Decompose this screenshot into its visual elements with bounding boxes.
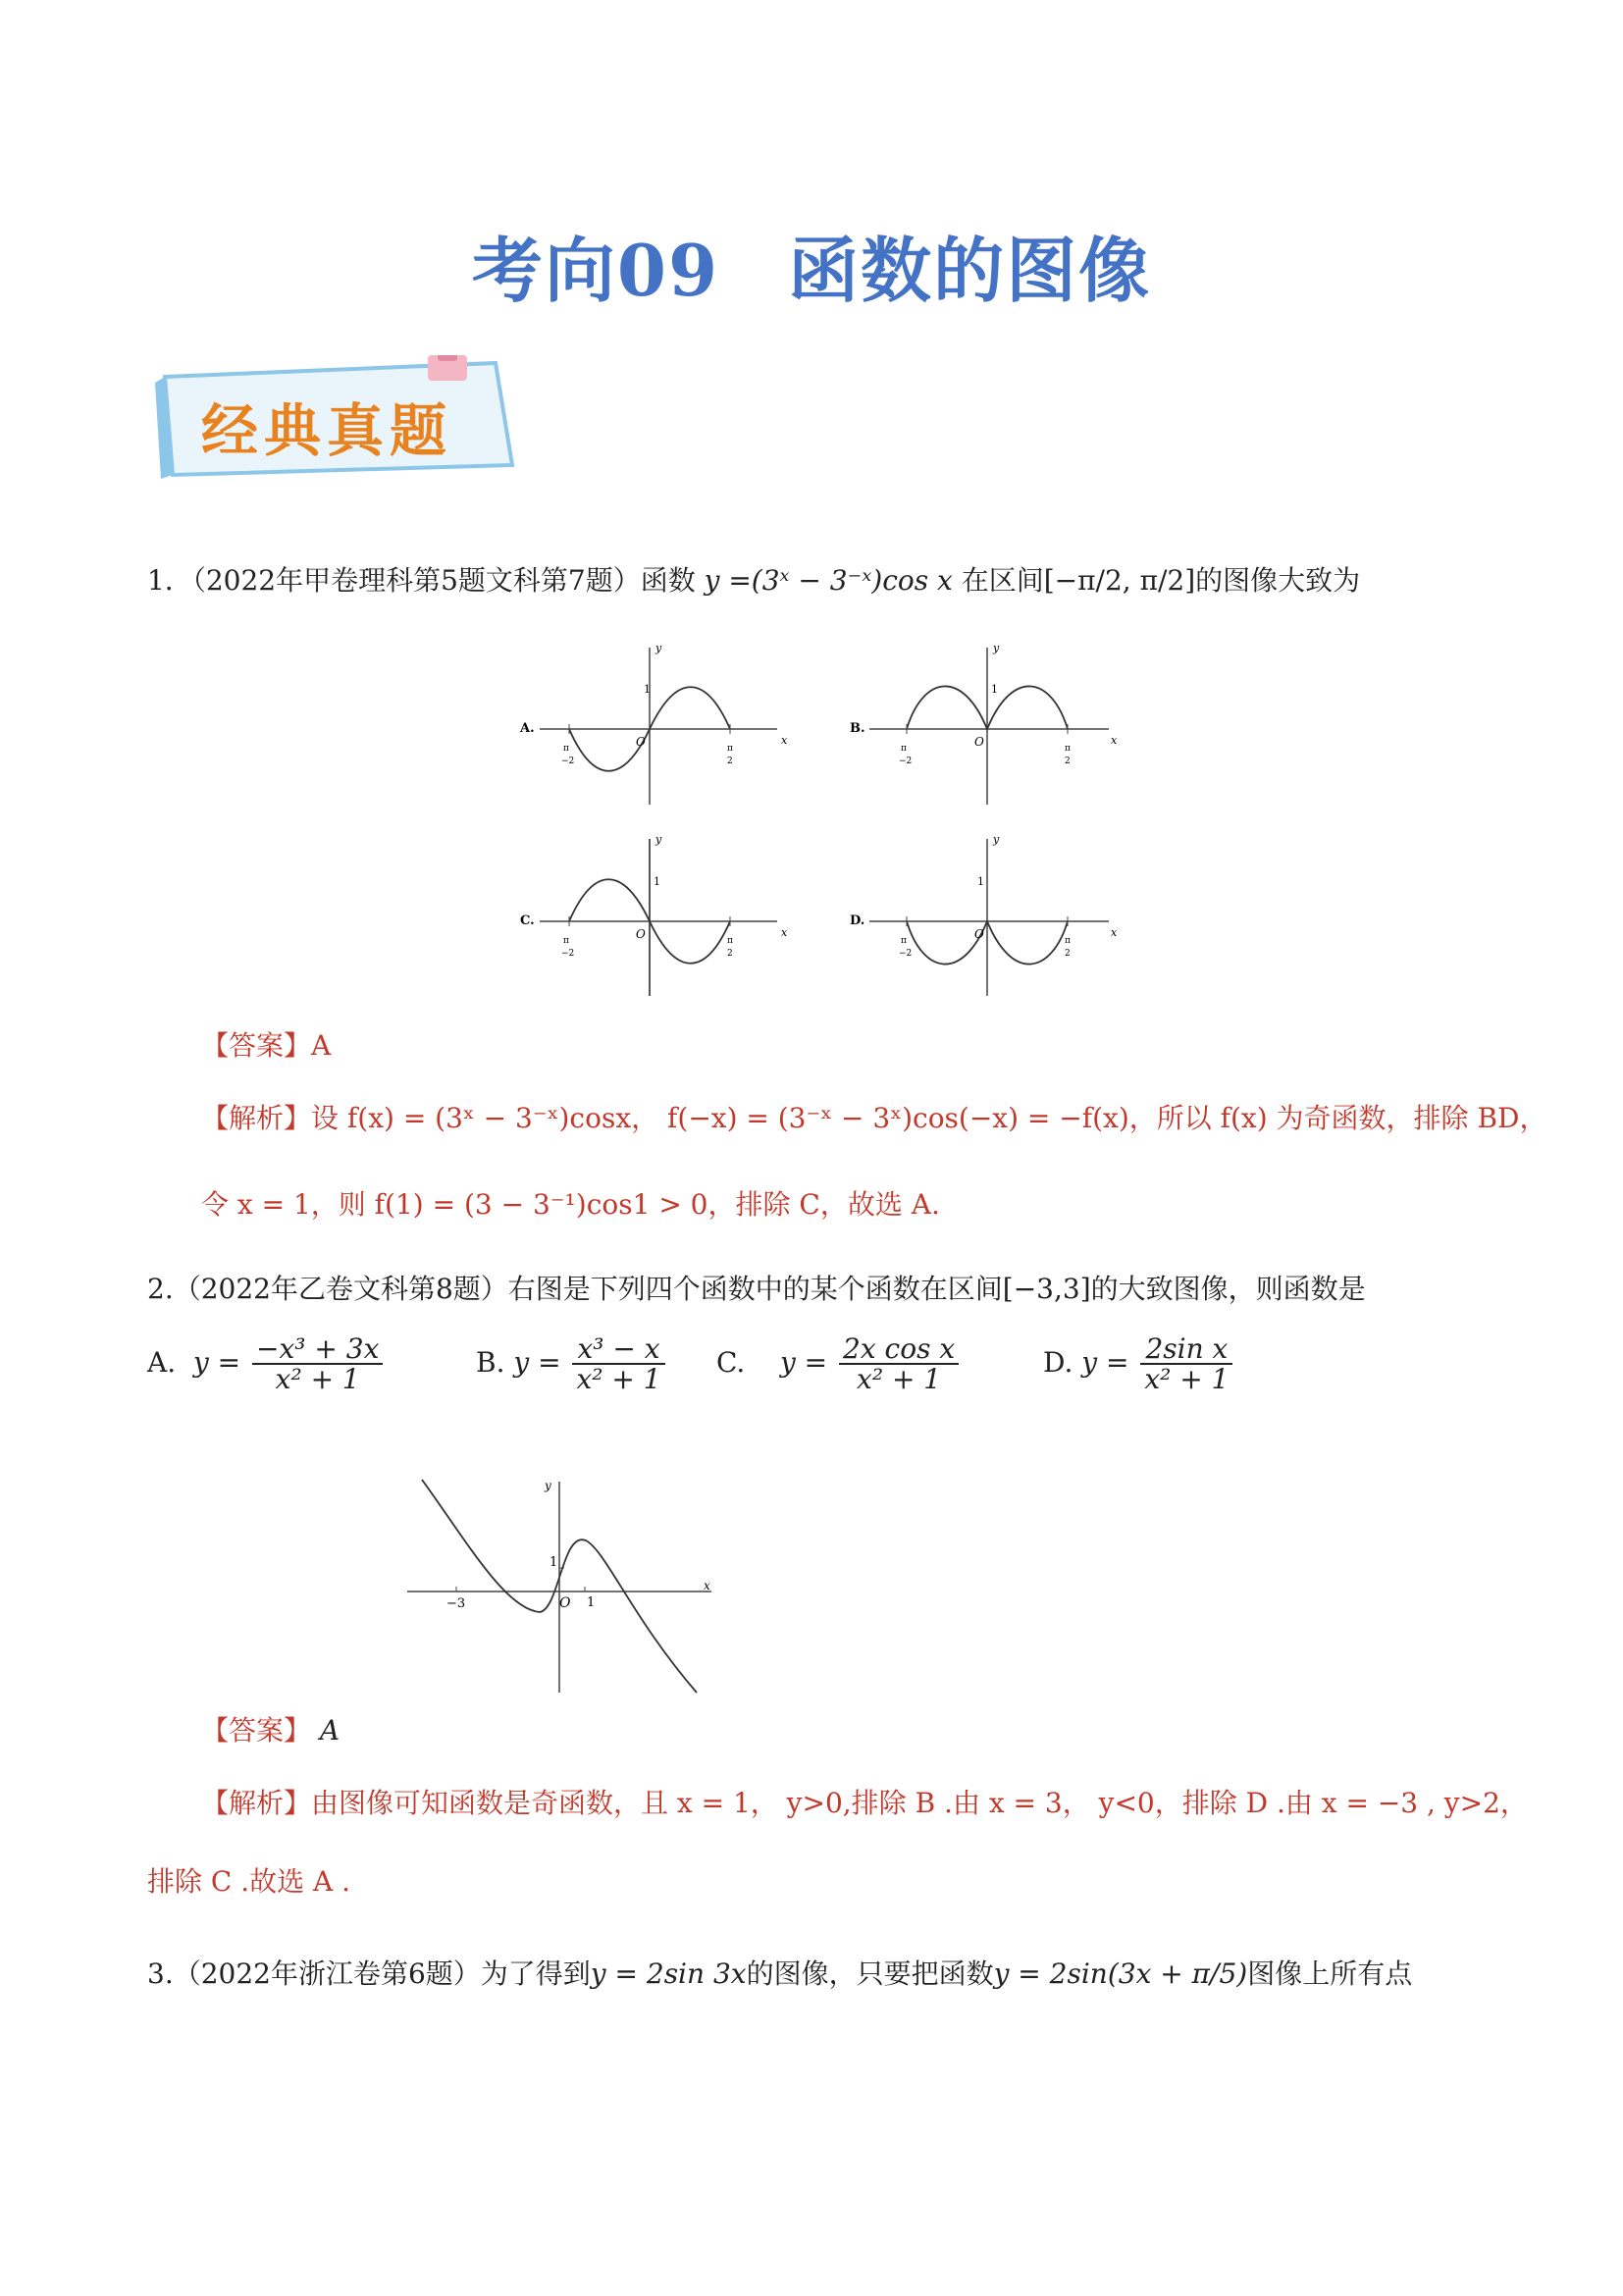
q1-stem: 1．（2022年甲卷理科第5题文科第7题）函数 y =(3ˣ − 3⁻ˣ)cos x 在区间[−π/2, π/2]的图像大致为 <box>147 564 1361 597</box>
svg-text:2: 2 <box>727 757 733 766</box>
q1-interval: [−π/2, π/2] <box>1043 564 1196 597</box>
svg-text:y: y <box>655 833 662 846</box>
q1-analysis-line2: 令 x = 1，则 f(1) = (3 − 3⁻¹)cos1 > 0，排除 C，故选 A. <box>201 1188 940 1221</box>
q3-target-function: y = 2sin 3x <box>590 1957 747 1990</box>
q1-graph-b <box>850 642 1118 805</box>
svg-text:−3: −3 <box>446 1596 466 1611</box>
q3-stem: 3.（2022年浙江卷第6题）为了得到y = 2sin 3x的图像，只要把函数y = 2sin(3x + π/5)图像上所有点 <box>147 1957 1413 1990</box>
q1-option-graphs <box>500 638 1128 1011</box>
svg-text:2: 2 <box>1065 757 1071 766</box>
svg-text:π: π <box>901 744 907 754</box>
svg-text:C.: C. <box>520 913 535 928</box>
svg-text:π: π <box>727 936 733 946</box>
svg-text:O: O <box>974 735 984 749</box>
svg-text:D.: D. <box>850 913 865 928</box>
title-part1: 考向09 <box>471 229 720 312</box>
svg-text:1: 1 <box>977 875 984 888</box>
q2-stem: 2.（2022年乙卷文科第8题）右图是下列四个函数中的某个函数在区间[−3,3]的大致图像，则函数是 <box>147 1273 1366 1305</box>
svg-text:2: 2 <box>1065 949 1071 959</box>
svg-text:y: y <box>655 642 662 654</box>
banner-label: 经典真题 <box>201 397 453 464</box>
svg-text:B.: B. <box>850 721 865 736</box>
q1-function: y =(3ˣ − 3⁻ˣ)cos x <box>704 564 953 597</box>
q2-answer: 【答案】 A <box>201 1714 340 1747</box>
svg-text:O: O <box>974 927 984 941</box>
svg-text:A.: A. <box>520 721 535 736</box>
svg-text:−2: −2 <box>561 757 575 766</box>
svg-text:1: 1 <box>654 875 660 888</box>
svg-text:x: x <box>1111 734 1118 747</box>
page-title <box>0 214 1623 316</box>
svg-text:x: x <box>704 1579 710 1592</box>
svg-text:π: π <box>1065 744 1071 754</box>
svg-text:2: 2 <box>727 949 733 959</box>
svg-text:−2: −2 <box>899 757 913 766</box>
svg-text:x: x <box>781 734 788 747</box>
q1-graph-a <box>519 642 788 805</box>
svg-text:y: y <box>993 642 1000 654</box>
q2-option-d: D. y = $\frac{\text{2sin x}}{\text{x² + 1}}$ <box>1043 1334 1235 1394</box>
svg-text:π: π <box>1065 936 1071 946</box>
svg-text:1: 1 <box>644 683 651 696</box>
svg-text:O: O <box>636 735 646 749</box>
svg-text:1: 1 <box>991 683 998 696</box>
q1-answer: 【答案】A <box>201 1029 332 1062</box>
svg-text:y: y <box>993 833 1000 846</box>
svg-text:−2: −2 <box>899 949 913 959</box>
title-part2: 函数的图像 <box>788 229 1152 312</box>
q2-graph <box>397 1472 721 1707</box>
svg-text:π: π <box>563 936 569 946</box>
svg-text:O: O <box>559 1595 571 1611</box>
svg-text:x: x <box>781 926 788 939</box>
svg-text:π: π <box>563 744 569 754</box>
svg-text:−2: −2 <box>561 949 575 959</box>
svg-text:1: 1 <box>587 1595 596 1610</box>
q2-option-c: C. y = $\frac{\text{2x cos x}}{\text{x² + 1}}$ <box>716 1334 962 1394</box>
q2-option-a: A. y = $\frac{\text{−x³ + 3x}}{\text{x² + 1}}$ <box>147 1334 386 1394</box>
q1-graph-d <box>850 833 1118 996</box>
q2-analysis-line1: 【解析】由图像可知函数是奇函数，且 x = 1， y>0,排除 B .由 x = 3， y<0，排除 D .由 x = −3 , y>2， <box>201 1787 1528 1819</box>
q2-analysis-line2: 排除 C .故选 A . <box>147 1865 351 1898</box>
svg-text:π: π <box>727 744 733 754</box>
svg-text:O: O <box>636 927 646 941</box>
q3-source-function: y = 2sin(3x + π/5) <box>993 1957 1248 1990</box>
q1-graph-c <box>520 833 788 996</box>
svg-text:π: π <box>901 936 907 946</box>
svg-text:x: x <box>1111 926 1118 939</box>
q1-analysis-line1: 【解析】设 f(x) = (3ˣ − 3⁻ˣ)cosx， f(−x) = (3⁻ˣ − 3ˣ)cos(−x) = −f(x)，所以 f(x) 为奇函数，排除 BD， <box>201 1102 1547 1134</box>
svg-text:y: y <box>545 1479 551 1492</box>
svg-text:1: 1 <box>550 1555 558 1570</box>
q2-option-b: B. y = $\frac{\text{x³ − x}}{\text{x² + 1}}$ <box>476 1334 668 1394</box>
